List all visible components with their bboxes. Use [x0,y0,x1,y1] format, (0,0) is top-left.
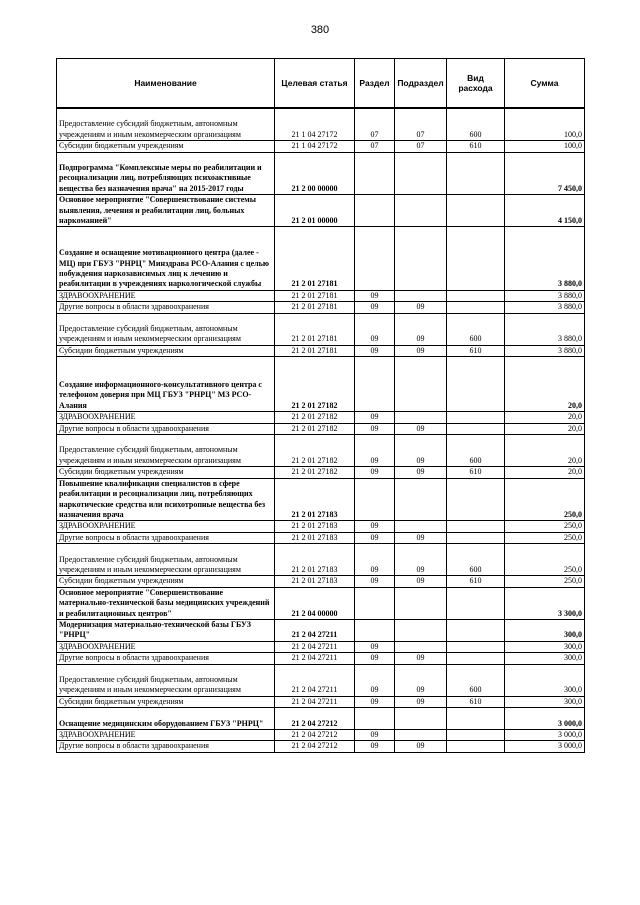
cell-subsection: 09 [395,345,447,356]
cell-expense-type [447,152,505,195]
cell-expense-type: 610 [447,576,505,587]
table-row [57,141,585,152]
cell-name: Предоставление субсидий бюджетным, автономным учреждениям и иным некоммерческим организациям [57,664,275,696]
cell-name: Субсидии бюджетным учреждениям [57,576,275,587]
cell-name: Создание и оснащение мотивационного центра (далее - МЦ) при ГБУЗ "РНРЦ" Минздрава РСО-Алания с целью побуждения наркозависимых лиц к лечению и реабилитации в учреждениях наркологической службы [57,227,275,290]
cell-amount: 3 300,0 [505,587,585,619]
header-target-article: Целевая статья [275,59,355,109]
table-row [57,729,585,740]
cell-name: Подпрограмма "Комплексные меры по реабилитации и ресоциализации лиц, потребляющих психоактивные вещества без назначения врача" на 2015-2017 годы [57,152,275,195]
cell-section: 09 [355,423,395,434]
cell-target-article: 21 2 01 27183 [275,478,355,521]
cell-section: 09 [355,290,395,301]
cell-target-article: 21 2 01 27183 [275,544,355,576]
cell-target-article: 21 2 04 27211 [275,641,355,652]
cell-expense-type [447,521,505,532]
cell-amount: 250,0 [505,576,585,587]
cell-expense-type: 610 [447,467,505,478]
cell-name: Другие вопросы в области здравоохранения [57,741,275,752]
cell-name: ЗДРАВООХРАНЕНИЕ [57,521,275,532]
cell-section: 09 [355,653,395,664]
cell-name: ЗДРАВООХРАНЕНИЕ [57,641,275,652]
cell-target-article: 21 2 01 27182 [275,412,355,423]
cell-expense-type [447,357,505,412]
cell-section: 09 [355,544,395,576]
cell-target-article: 21 2 01 27181 [275,313,355,345]
cell-name: Другие вопросы в области здравоохранения [57,532,275,543]
cell-section: 09 [355,741,395,752]
table-row [57,708,585,730]
cell-amount: 3 880,0 [505,302,585,313]
cell-expense-type: 600 [447,313,505,345]
page-number: 380 [310,24,330,36]
cell-subsection: 09 [395,696,447,707]
cell-expense-type [447,478,505,521]
cell-section: 09 [355,664,395,696]
cell-section [355,708,395,730]
cell-name: ЗДРАВООХРАНЕНИЕ [57,412,275,423]
cell-name: ЗДРАВООХРАНЕНИЕ [57,290,275,301]
cell-section: 09 [355,467,395,478]
cell-subsection [395,152,447,195]
table-row [57,302,585,313]
cell-expense-type [447,587,505,619]
cell-expense-type [447,653,505,664]
cell-name: Предоставление субсидий бюджетным, автономным учреждениям и иным некоммерческим организациям [57,313,275,345]
cell-amount: 3 000,0 [505,708,585,730]
table-row [57,195,585,227]
header-subsection: Подраздел [395,59,447,109]
cell-expense-type [447,290,505,301]
cell-expense-type: 600 [447,544,505,576]
table-row [57,696,585,707]
cell-subsection: 09 [395,435,447,467]
cell-target-article: 21 2 00 00000 [275,152,355,195]
cell-target-article: 21 2 01 27182 [275,467,355,478]
cell-expense-type [447,195,505,227]
table-row [57,152,585,195]
cell-target-article: 21 2 01 27182 [275,423,355,434]
cell-name: Предоставление субсидий бюджетным, автономным учреждениям и иным некоммерческим организациям [57,108,275,141]
cell-amount: 20,0 [505,467,585,478]
cell-expense-type [447,619,505,641]
cell-expense-type [447,741,505,752]
cell-amount: 3 000,0 [505,729,585,740]
cell-subsection: 07 [395,108,447,141]
cell-section: 09 [355,729,395,740]
cell-amount: 300,0 [505,641,585,652]
table-row [57,576,585,587]
cell-expense-type: 610 [447,141,505,152]
table-row [57,521,585,532]
cell-amount: 7 450,0 [505,152,585,195]
cell-target-article: 21 2 01 27183 [275,532,355,543]
cell-section [355,619,395,641]
cell-expense-type: 610 [447,696,505,707]
cell-expense-type [447,227,505,290]
cell-subsection [395,587,447,619]
table-body [57,108,585,752]
cell-section [355,357,395,412]
cell-amount: 20,0 [505,423,585,434]
cell-target-article: 21 2 01 27182 [275,435,355,467]
cell-subsection: 07 [395,141,447,152]
cell-subsection [395,227,447,290]
table-header-row [57,59,585,109]
cell-name: Повышение квалификации специалистов в сфере реабилитации и ресоциализации лиц, потребляющих наркотические средства или психотропные вещества без назначения врача [57,478,275,521]
table-row [57,313,585,345]
cell-amount: 20,0 [505,412,585,423]
cell-target-article: 21 2 04 27211 [275,696,355,707]
header-section: Раздел [355,59,395,109]
budget-table [56,58,585,753]
cell-amount: 100,0 [505,108,585,141]
table-row [57,227,585,290]
cell-amount: 250,0 [505,544,585,576]
table-row [57,653,585,664]
cell-amount: 300,0 [505,696,585,707]
cell-section: 09 [355,313,395,345]
cell-name: Предоставление субсидий бюджетным, автономным учреждениям и иным некоммерческим организациям [57,435,275,467]
cell-amount: 300,0 [505,664,585,696]
cell-subsection: 09 [395,741,447,752]
cell-amount: 3 880,0 [505,345,585,356]
cell-name: Оснащение медицинским оборудованием ГБУЗ "РНРЦ" [57,708,275,730]
cell-section: 09 [355,532,395,543]
cell-name: Субсидии бюджетным учреждениям [57,696,275,707]
cell-expense-type [447,532,505,543]
table-row [57,587,585,619]
cell-name: Предоставление субсидий бюджетным, автономным учреждениям и иным некоммерческим организациям [57,544,275,576]
table-row [57,664,585,696]
cell-subsection [395,290,447,301]
cell-section [355,227,395,290]
cell-subsection: 09 [395,664,447,696]
cell-target-article: 21 2 01 27183 [275,521,355,532]
cell-amount: 300,0 [505,619,585,641]
cell-subsection [395,357,447,412]
cell-amount: 300,0 [505,653,585,664]
cell-amount: 3 880,0 [505,227,585,290]
cell-expense-type: 600 [447,435,505,467]
cell-name: Субсидии бюджетным учреждениям [57,467,275,478]
cell-section [355,478,395,521]
cell-target-article: 21 2 04 00000 [275,587,355,619]
cell-name: ЗДРАВООХРАНЕНИЕ [57,729,275,740]
table-row [57,412,585,423]
table-row [57,641,585,652]
cell-target-article: 21 2 01 27181 [275,290,355,301]
cell-amount: 20,0 [505,435,585,467]
cell-amount: 3 880,0 [505,313,585,345]
cell-name: Основное мероприятие "Совершенствование материально-технической базы медицинских учреждений и реабилитационных центров" [57,587,275,619]
cell-expense-type: 600 [447,108,505,141]
cell-section: 09 [355,302,395,313]
cell-section: 07 [355,108,395,141]
cell-name: Другие вопросы в области здравоохранения [57,653,275,664]
cell-subsection: 09 [395,576,447,587]
cell-section: 09 [355,696,395,707]
cell-target-article: 21 2 04 27212 [275,708,355,730]
cell-amount: 100,0 [505,141,585,152]
cell-target-article: 21 2 01 27181 [275,302,355,313]
table-row [57,357,585,412]
cell-expense-type [447,641,505,652]
cell-subsection: 09 [395,467,447,478]
cell-subsection [395,521,447,532]
cell-amount: 250,0 [505,521,585,532]
header-amount: Сумма [505,59,585,109]
table-row [57,467,585,478]
cell-expense-type [447,302,505,313]
cell-subsection: 09 [395,423,447,434]
cell-subsection [395,708,447,730]
cell-section [355,587,395,619]
cell-target-article: 21 2 04 27212 [275,741,355,752]
cell-section: 09 [355,435,395,467]
table-row [57,435,585,467]
cell-section: 09 [355,576,395,587]
cell-section: 09 [355,412,395,423]
cell-expense-type [447,708,505,730]
cell-target-article: 21 2 01 27181 [275,227,355,290]
table-row [57,741,585,752]
cell-expense-type [447,729,505,740]
cell-name: Субсидии бюджетным учреждениям [57,141,275,152]
cell-target-article: 21 2 01 00000 [275,195,355,227]
cell-amount: 20,0 [505,357,585,412]
cell-section: 09 [355,641,395,652]
table-row [57,619,585,641]
cell-expense-type: 610 [447,345,505,356]
cell-amount: 250,0 [505,532,585,543]
cell-name: Основное мероприятие "Совершенствование системы выявления, лечения и реабилитации лиц, больных наркоманией" [57,195,275,227]
cell-subsection [395,478,447,521]
cell-name: Субсидии бюджетным учреждениям [57,345,275,356]
cell-name: Другие вопросы в области здравоохранения [57,302,275,313]
cell-expense-type [447,423,505,434]
table-row [57,544,585,576]
table-row [57,532,585,543]
cell-expense-type: 600 [447,664,505,696]
table-row [57,423,585,434]
cell-amount: 4 150,0 [505,195,585,227]
cell-amount: 3 880,0 [505,290,585,301]
cell-section [355,195,395,227]
cell-target-article: 21 2 01 27183 [275,576,355,587]
cell-section: 07 [355,141,395,152]
cell-name: Другие вопросы в области здравоохранения [57,423,275,434]
cell-subsection: 09 [395,302,447,313]
cell-target-article: 21 1 04 27172 [275,108,355,141]
table-row [57,108,585,141]
cell-subsection [395,729,447,740]
cell-section [355,152,395,195]
cell-subsection: 09 [395,653,447,664]
cell-amount: 3 000,0 [505,741,585,752]
cell-name: Создание информационного-консультативного центра с телефоном доверия при МЦ ГБУЗ "РНРЦ" МЗ РСО-Алания [57,357,275,412]
cell-target-article: 21 1 04 27172 [275,141,355,152]
cell-subsection: 09 [395,544,447,576]
cell-amount: 250,0 [505,478,585,521]
cell-subsection [395,641,447,652]
cell-subsection: 09 [395,313,447,345]
cell-subsection [395,619,447,641]
cell-target-article: 21 2 04 27212 [275,729,355,740]
header-name: Наименование [57,59,275,109]
cell-target-article: 21 2 01 27182 [275,357,355,412]
cell-subsection [395,195,447,227]
cell-expense-type [447,412,505,423]
cell-section: 09 [355,521,395,532]
cell-section: 09 [355,345,395,356]
table-row [57,290,585,301]
cell-target-article: 21 2 04 27211 [275,619,355,641]
cell-subsection: 09 [395,532,447,543]
cell-subsection [395,412,447,423]
table-row [57,345,585,356]
cell-target-article: 21 2 04 27211 [275,653,355,664]
header-expense-type: Вид расхода [447,59,505,109]
cell-target-article: 21 2 01 27181 [275,345,355,356]
cell-target-article: 21 2 04 27211 [275,664,355,696]
cell-name: Модернизация материально-технической базы ГБУЗ "РНРЦ" [57,619,275,641]
table-row [57,478,585,521]
